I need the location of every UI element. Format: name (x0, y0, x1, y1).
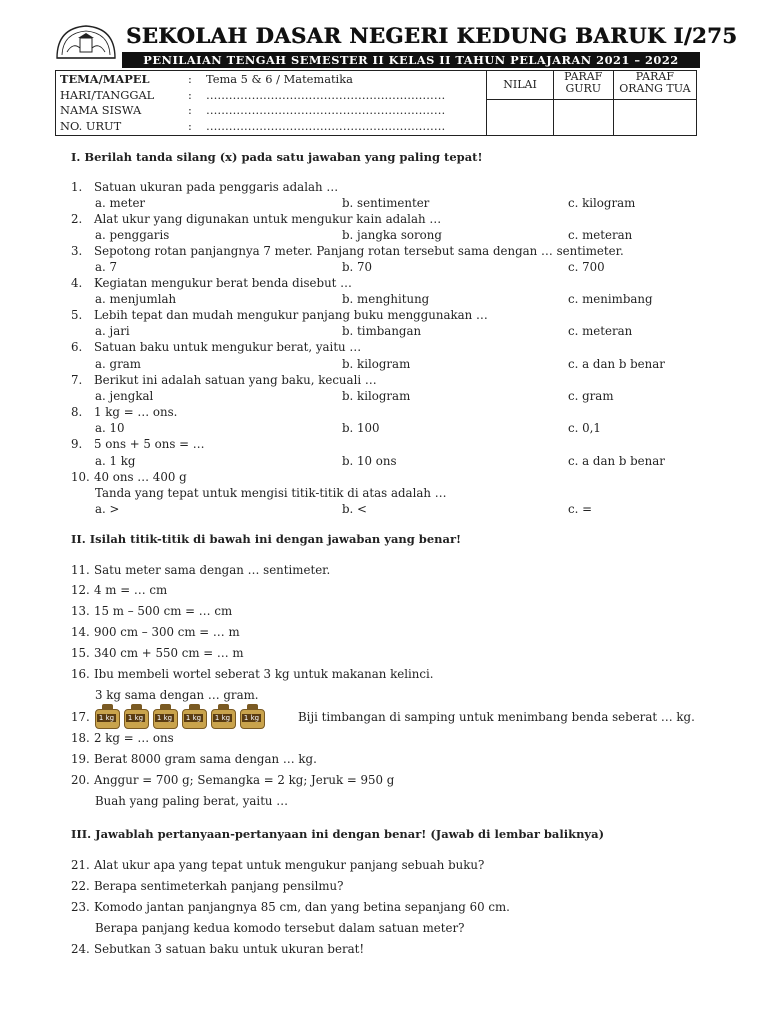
question-20: 20. Anggur = 700 g; Semangka = 2 kg; Jeruk = 950 g (71, 773, 395, 787)
option-c[interactable]: c. 700 (568, 260, 605, 274)
option-b[interactable]: b. kilogram (342, 357, 411, 371)
option-c[interactable]: c. meteran (568, 228, 633, 242)
option-c[interactable]: c. = (568, 502, 592, 516)
question-13: 13. 15 m – 500 cm = … cm (71, 604, 233, 618)
weight-1kg-icon: 1 kg (240, 704, 265, 729)
info-value: Tema 5 & 6 / Matematika (206, 72, 353, 86)
question-1: 1. Satuan ukuran pada penggaris adalah … (71, 180, 339, 194)
option-c[interactable]: c. menimbang (568, 292, 653, 306)
paraf-ortu-header: PARAF ORANG TUA (613, 71, 696, 100)
question-12: 12. 4 m = … cm (71, 583, 168, 597)
question-8: 8. 1 kg = … ons. (71, 405, 178, 419)
option-b[interactable]: b. 100 (342, 421, 380, 435)
option-b[interactable]: b. 70 (342, 260, 373, 274)
info-value[interactable]: ……………………………………………………… (206, 118, 446, 133)
option-a[interactable]: a. penggaris (95, 228, 170, 242)
weight-1kg-icon: 1 kg (95, 704, 120, 729)
info-value[interactable]: ……………………………………………………… (206, 103, 446, 117)
question-9: 9. 5 ons + 5 ons = … (71, 437, 205, 451)
question-17-text: Biji timbangan di samping untuk menimbang benda seberat … kg. (298, 710, 695, 724)
weight-1kg-icon: 1 kg (153, 704, 178, 729)
option-b[interactable]: b. kilogram (342, 389, 411, 403)
info-key: HARI/TANGGAL (60, 87, 155, 102)
question-18: 18. 2 kg = … ons (71, 731, 174, 745)
info-row-nama (60, 103, 482, 119)
option-b[interactable]: b. jangka sorong (342, 228, 442, 242)
option-a[interactable]: a. menjumlah (95, 292, 177, 306)
student-info-table (55, 70, 697, 136)
paraf-guru-header: PARAF GURU (553, 71, 613, 100)
info-sep: : (188, 87, 192, 102)
info-row-nourut (60, 119, 482, 135)
option-c[interactable]: c. a dan b benar (568, 357, 665, 371)
option-a[interactable]: a. meter (95, 196, 146, 210)
info-key: TEMA/MAPEL (60, 72, 150, 86)
question-21: 21. Alat ukur apa yang tepat untuk mengukur panjang sebuah buku? (71, 858, 485, 872)
option-c[interactable]: c. meteran (568, 324, 633, 338)
info-value[interactable]: ……………………………………………………… (206, 87, 446, 102)
info-sep: : (188, 72, 192, 86)
option-a[interactable]: a. 7 (95, 260, 118, 274)
school-emblem-icon (53, 24, 119, 60)
weight-1kg-icon: 1 kg (211, 704, 236, 729)
question-6: 6. Satuan baku untuk mengukur berat, yaitu … (71, 340, 362, 354)
info-sep: : (188, 103, 192, 117)
option-a[interactable]: a. 1 kg (95, 454, 136, 468)
question-5: 5. Lebih tepat dan mudah mengukur panjang buku menggunakan … (71, 308, 488, 322)
weight-1kg-icon: 1 kg (182, 704, 207, 729)
question-4: 4. Kegiatan mengukur berat benda disebut … (71, 276, 352, 290)
section-2-title: II. Isilah titik-titik di bawah ini dengan jawaban yang benar! (71, 532, 462, 546)
option-a[interactable]: a. 10 (95, 421, 125, 435)
info-row-hari (60, 88, 482, 104)
option-a[interactable]: a. jari (95, 324, 130, 338)
nilai-box[interactable] (487, 100, 554, 136)
info-row-tema (60, 72, 482, 88)
question-10: 10. 40 ons … 400 g (71, 470, 187, 484)
question-23: 23. Komodo jantan panjangnya 85 cm, dan yang betina sepanjang 60 cm. (71, 900, 510, 914)
option-b[interactable]: b. < (342, 502, 367, 516)
question-7: 7. Berikut ini adalah satuan yang baku, kecuali … (71, 373, 377, 387)
option-b[interactable]: b. 10 ons (342, 454, 397, 468)
option-c[interactable]: c. a dan b benar (568, 454, 665, 468)
option-b[interactable]: b. sentimenter (342, 196, 430, 210)
section-3-title: III. Jawablah pertanyaan-pertanyaan ini dengan benar! (Jawab di lembar baliknya) (71, 827, 605, 841)
paraf-guru-box[interactable] (553, 100, 613, 136)
question-16-followup: 3 kg sama dengan … gram. (95, 688, 259, 702)
question-2: 2. Alat ukur yang digunakan untuk mengukur kain adalah … (71, 212, 442, 226)
info-key: NAMA SISWA (60, 103, 142, 117)
question-20-followup: Buah yang paling berat, yaitu … (95, 794, 289, 808)
school-name: SEKOLAH DASAR NEGERI KEDUNG BARUK I/275 (126, 23, 738, 48)
option-c[interactable]: c. 0,1 (568, 421, 601, 435)
question-16: 16. Ibu membeli wortel seberat 3 kg untuk makanan kelinci. (71, 667, 434, 681)
question-17-number: 17. (71, 710, 90, 724)
info-key: NO. URUT (60, 118, 122, 133)
question-23-followup: Berapa panjang kedua komodo tersebut dalam satuan meter? (95, 921, 465, 935)
option-a[interactable]: a. jengkal (95, 389, 154, 403)
option-a[interactable]: a. gram (95, 357, 141, 371)
question-22: 22. Berapa sentimeterkah panjang pensilmu? (71, 879, 344, 893)
option-c[interactable]: c. gram (568, 389, 614, 403)
paraf-ortu-box[interactable] (613, 100, 696, 136)
info-sep: : (188, 118, 192, 133)
option-b[interactable]: b. menghitung (342, 292, 430, 306)
option-b[interactable]: b. timbangan (342, 324, 422, 338)
question-11: 11. Satu meter sama dengan … sentimeter. (71, 563, 331, 577)
option-a[interactable]: a. > (95, 502, 120, 516)
student-info-block (56, 71, 487, 136)
exam-subtitle: PENILAIAN TENGAH SEMESTER II KELAS II TAHUN PELAJARAN 2021 – 2022 (122, 52, 700, 68)
question-19: 19. Berat 8000 gram sama dengan … kg. (71, 752, 317, 766)
nilai-header: NILAI (487, 71, 554, 100)
option-c[interactable]: c. kilogram (568, 196, 636, 210)
weights-group (95, 704, 265, 729)
section-1-title: I. Berilah tanda silang (x) pada satu jawaban yang paling tepat! (71, 150, 483, 164)
question-3: 3. Sepotong rotan panjangnya 7 meter. Panjang rotan tersebut sama dengan … sentimeter. (71, 244, 624, 258)
question-10-instruction: Tanda yang tepat untuk mengisi titik-titik di atas adalah … (95, 486, 447, 500)
weight-1kg-icon: 1 kg (124, 704, 149, 729)
question-14: 14. 900 cm – 300 cm = … m (71, 625, 240, 639)
question-15: 15. 340 cm + 550 cm = … m (71, 646, 244, 660)
question-24: 24. Sebutkan 3 satuan baku untuk ukuran berat! (71, 942, 365, 956)
